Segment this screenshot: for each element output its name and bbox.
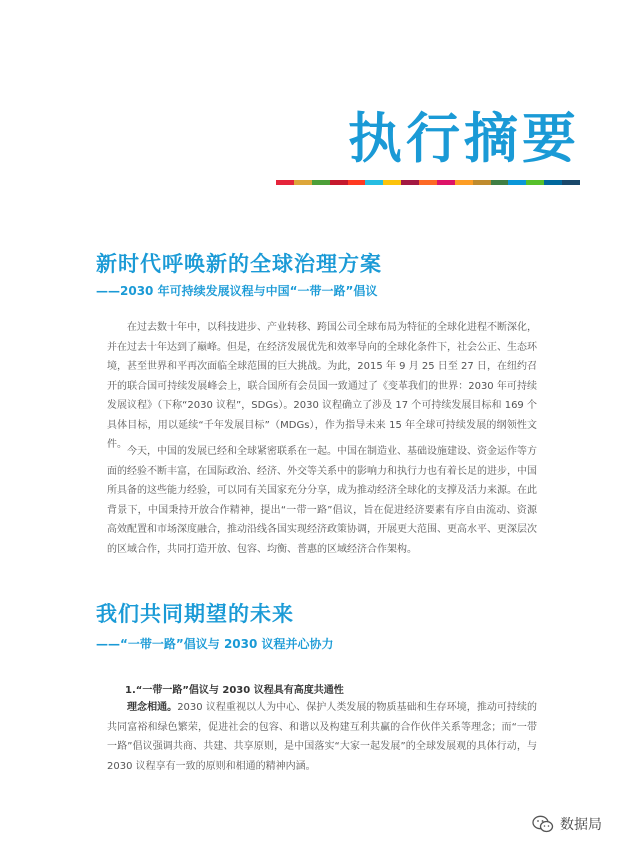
page-title: 执行摘要	[348, 107, 580, 170]
section2-heading: 我们共同期望的未来	[96, 602, 294, 626]
paragraph-body: 2030 议程重视以人为中心、保护人类发展的物质基础和生存环境，推动可持续的共同富裕和绿色繁荣，促进社会的包容、和谐以及构建互利共赢的合作伙伴关系等理念；而“一带一路”倡议强调共商、共建、共享原则，是中国落实“大家一起发展”的全球发展观的具体行动，与 2030 议程享有一致的原则和相通的精神内涵。	[107, 702, 537, 772]
color-bar-segment	[544, 180, 562, 185]
color-bar-segment	[455, 180, 473, 185]
color-bar-segment	[473, 180, 491, 185]
color-bar-segment	[526, 180, 544, 185]
color-bar-segment	[294, 180, 312, 185]
section1-paragraph-2: 今天，中国的发展已经和全球紧密联系在一起。中国在制造业、基础设施建设、资金运作等方面的经验不断丰富，在国际政治、经济、外交等关系中的影响力和执行力也有着长足的进步，中国所具备的这些能力经验，可以同有关国家充分分享，成为推动经济全球化的支撑及活力来源。在此背景下，中国秉持开放合作精神，提出“一带一路”倡议，旨在促进经济要素有序自由流动、资源高效配置和市场深度融合，推动沿线各国实现经济政策协调，开展更大范围、更高水平、更深层次的区域合作，共同打造开放、包容、均衡、普惠的区域经济合作架构。	[107, 446, 537, 555]
color-bar-segment	[491, 180, 509, 185]
color-bar-segment	[365, 180, 383, 185]
color-bar-segment	[348, 180, 366, 185]
section2-subheading: ——“一带一路”倡议与 2030 议程并心协力	[96, 637, 334, 651]
paragraph-lead: 理念相通。	[127, 702, 178, 713]
color-bar-segment	[562, 180, 580, 185]
color-bar-segment	[508, 180, 526, 185]
wechat-icon	[532, 815, 554, 833]
watermark-label: 数据局	[560, 817, 602, 833]
section2-item-title: 1.“一带一路”倡议与 2030 议程具有高度共通性	[125, 685, 344, 696]
sdg-color-bar	[276, 180, 580, 185]
watermark	[532, 814, 602, 834]
section1-heading: 新时代呼唤新的全球治理方案	[96, 252, 382, 276]
section2-paragraph-1	[107, 698, 537, 776]
color-bar-segment	[437, 180, 455, 185]
color-bar-segment	[419, 180, 437, 185]
color-bar-segment	[330, 180, 348, 185]
color-bar-segment	[276, 180, 294, 185]
color-bar-segment	[312, 180, 330, 185]
color-bar-segment	[401, 180, 419, 185]
section1-subheading: ——2030 年可持续发展议程与中国“一带一路”倡议	[96, 284, 378, 298]
section1-paragraph-1: 在过去数十年中，以科技进步、产业转移、跨国公司全球布局为特征的全球化进程不断深化，并在过去十年达到了巅峰。但是，在经济发展优先和效率导向的全球化条件下，社会公正、生态环境，甚至世界和平再次面临全球范围的巨大挑战。为此，2015 年 9 月 25 日至 27 日，在纽约召开的联合国可持续发展峰会上，联合国所有会员国一致通过了《变革我们的世界：2030 年可持续发展议程》（下称“2030 议程”，SDGs）。2030 议程确立了涉及 17 个可持续发展目标和 169 个具体目标，用以延续“千年发展目标”（MDGs），作为指导未来 15 年全球可持续发展的纲领性文件。	[107, 322, 537, 450]
color-bar-segment	[383, 180, 401, 185]
